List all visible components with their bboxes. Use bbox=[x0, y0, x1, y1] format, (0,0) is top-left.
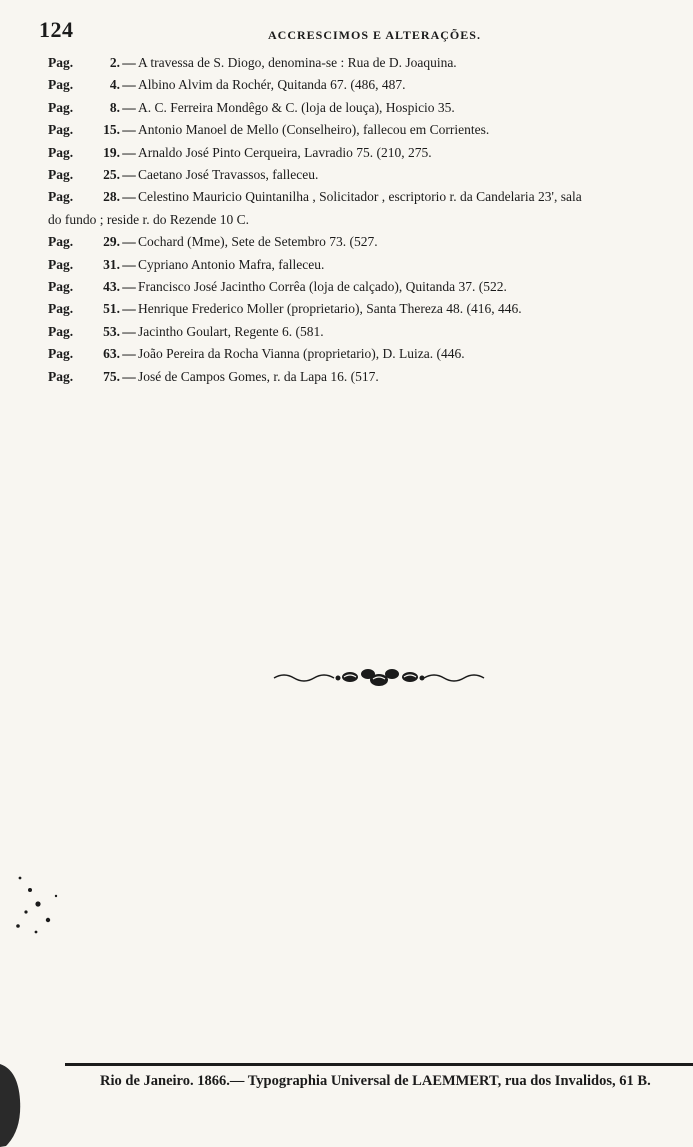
entry-pag-label: Pag. bbox=[48, 279, 74, 295]
entry-pag-label: Pag. bbox=[48, 234, 74, 250]
entry-dash: — bbox=[122, 346, 136, 362]
entry-page-ref: 8. bbox=[109, 99, 120, 115]
entry-text: Caetano José Travassos, falleceu. bbox=[138, 167, 319, 183]
entry-dash: — bbox=[122, 144, 136, 160]
running-title: ACCRESCIMOS E ALTERAÇÕES. bbox=[268, 28, 481, 42]
entry-page-ref: 15. bbox=[103, 122, 120, 138]
entry-dash: — bbox=[122, 77, 136, 93]
entry-continuation: do fundo ; reside r. do Rezende 10 C. bbox=[48, 211, 249, 227]
entry-row bbox=[48, 276, 688, 298]
footer-rule bbox=[65, 1063, 693, 1066]
entry-row bbox=[48, 97, 688, 119]
entry-text: Jacintho Goulart, Regente 6. (581. bbox=[138, 323, 324, 339]
entry-text: João Pereira da Rocha Vianna (proprietario), D. Luiza. (446. bbox=[138, 346, 465, 362]
entry-page-ref: 63. bbox=[103, 346, 120, 362]
entry-page-ref: 19. bbox=[103, 144, 120, 160]
entry-pag-label: Pag. bbox=[48, 368, 74, 384]
entry-dash: — bbox=[122, 122, 136, 138]
entry-page-ref: 28. bbox=[103, 189, 120, 205]
entry-row bbox=[48, 343, 688, 365]
entry-row bbox=[48, 321, 688, 343]
entry-row bbox=[48, 366, 688, 388]
entry-pag-label: Pag. bbox=[48, 77, 74, 93]
entry-pag-label: Pag. bbox=[48, 167, 74, 183]
ink-specks bbox=[8, 860, 78, 940]
entry-dash: — bbox=[122, 301, 136, 317]
entry-dash: — bbox=[122, 234, 136, 250]
entry-text: Francisco José Jacintho Corrêa (loja de calçado), Quitanda 37. (522. bbox=[138, 279, 507, 295]
entry-row bbox=[48, 119, 688, 141]
entry-page-ref: 2. bbox=[109, 55, 120, 70]
entry-text: Cochard (Mme), Sete de Setembro 73. (527. bbox=[138, 234, 378, 250]
entry-text: Henrique Frederico Moller (proprietario), Santa Thereza 48. (416, 446. bbox=[138, 301, 522, 317]
entry-row bbox=[48, 74, 688, 96]
entry-pag-label: Pag. bbox=[48, 55, 74, 70]
entry-page-ref: 31. bbox=[103, 256, 120, 272]
footer-imprint: Rio de Janeiro. 1866.— Typographia Universal de LAEMMERT, rua dos Invalidos, 61 B. bbox=[100, 1073, 651, 1089]
entry-pag-label: Pag. bbox=[48, 346, 74, 362]
entry-dash: — bbox=[122, 167, 136, 183]
entry-page-ref: 53. bbox=[103, 323, 120, 339]
entry-row bbox=[48, 186, 688, 208]
entry-pag-label: Pag. bbox=[48, 122, 74, 138]
entry-page-ref: 4. bbox=[109, 77, 120, 93]
entry-dash: — bbox=[122, 99, 136, 115]
entry-row bbox=[48, 164, 688, 186]
margin-blot bbox=[0, 1060, 22, 1147]
entry-text: Antonio Manoel de Mello (Conselheiro), fallecou em Corrientes. bbox=[138, 122, 490, 138]
entry-row bbox=[48, 142, 688, 164]
entry-text: Celestino Mauricio Quintanilha , Solicitador , escriptorio r. da Candelaria 23', sala bbox=[138, 189, 582, 205]
entry-page-ref: 29. bbox=[103, 234, 120, 250]
entry-dash: — bbox=[122, 323, 136, 339]
entry-text: Arnaldo José Pinto Cerqueira, Lavradio 75. (210, 275. bbox=[138, 144, 432, 160]
page-number: 124 bbox=[39, 17, 74, 42]
entry-text: José de Campos Gomes, r. da Lapa 16. (517. bbox=[138, 368, 379, 384]
entry-pag-label: Pag. bbox=[48, 323, 74, 339]
entry-pag-label: Pag. bbox=[48, 301, 74, 317]
entry-pag-label: Pag. bbox=[48, 99, 74, 115]
entry-row bbox=[48, 231, 688, 253]
entry-dash: — bbox=[122, 368, 136, 384]
entry-text: Albino Alvim da Rochér, Quitanda 67. (486, 487. bbox=[138, 77, 406, 93]
entry-row bbox=[48, 254, 688, 276]
ornament-divider bbox=[272, 664, 486, 690]
entry-dash: — bbox=[122, 279, 136, 295]
entry-text: A. C. Ferreira Mondêgo & C. (loja de louça), Hospicio 35. bbox=[138, 99, 455, 115]
entry-pag-label: Pag. bbox=[48, 144, 74, 160]
entry-page-ref: 43. bbox=[103, 279, 120, 295]
entry-row bbox=[48, 52, 688, 74]
entry-dash: — bbox=[122, 55, 136, 70]
entry-dash: — bbox=[122, 189, 136, 205]
entry-text: Cypriano Antonio Mafra, falleceu. bbox=[138, 256, 325, 272]
entry-pag-label: Pag. bbox=[48, 189, 74, 205]
entry-page-ref: 25. bbox=[103, 167, 120, 183]
entry-page-ref: 51. bbox=[103, 301, 120, 317]
entry-pag-label: Pag. bbox=[48, 256, 74, 272]
entry-row bbox=[48, 298, 688, 320]
entry-text: A travessa de S. Diogo, denomina-se : Rua de D. Joaquina. bbox=[138, 55, 457, 70]
entry-page-ref: 75. bbox=[103, 368, 120, 384]
entry-dash: — bbox=[122, 256, 136, 272]
entries-list bbox=[48, 52, 688, 388]
